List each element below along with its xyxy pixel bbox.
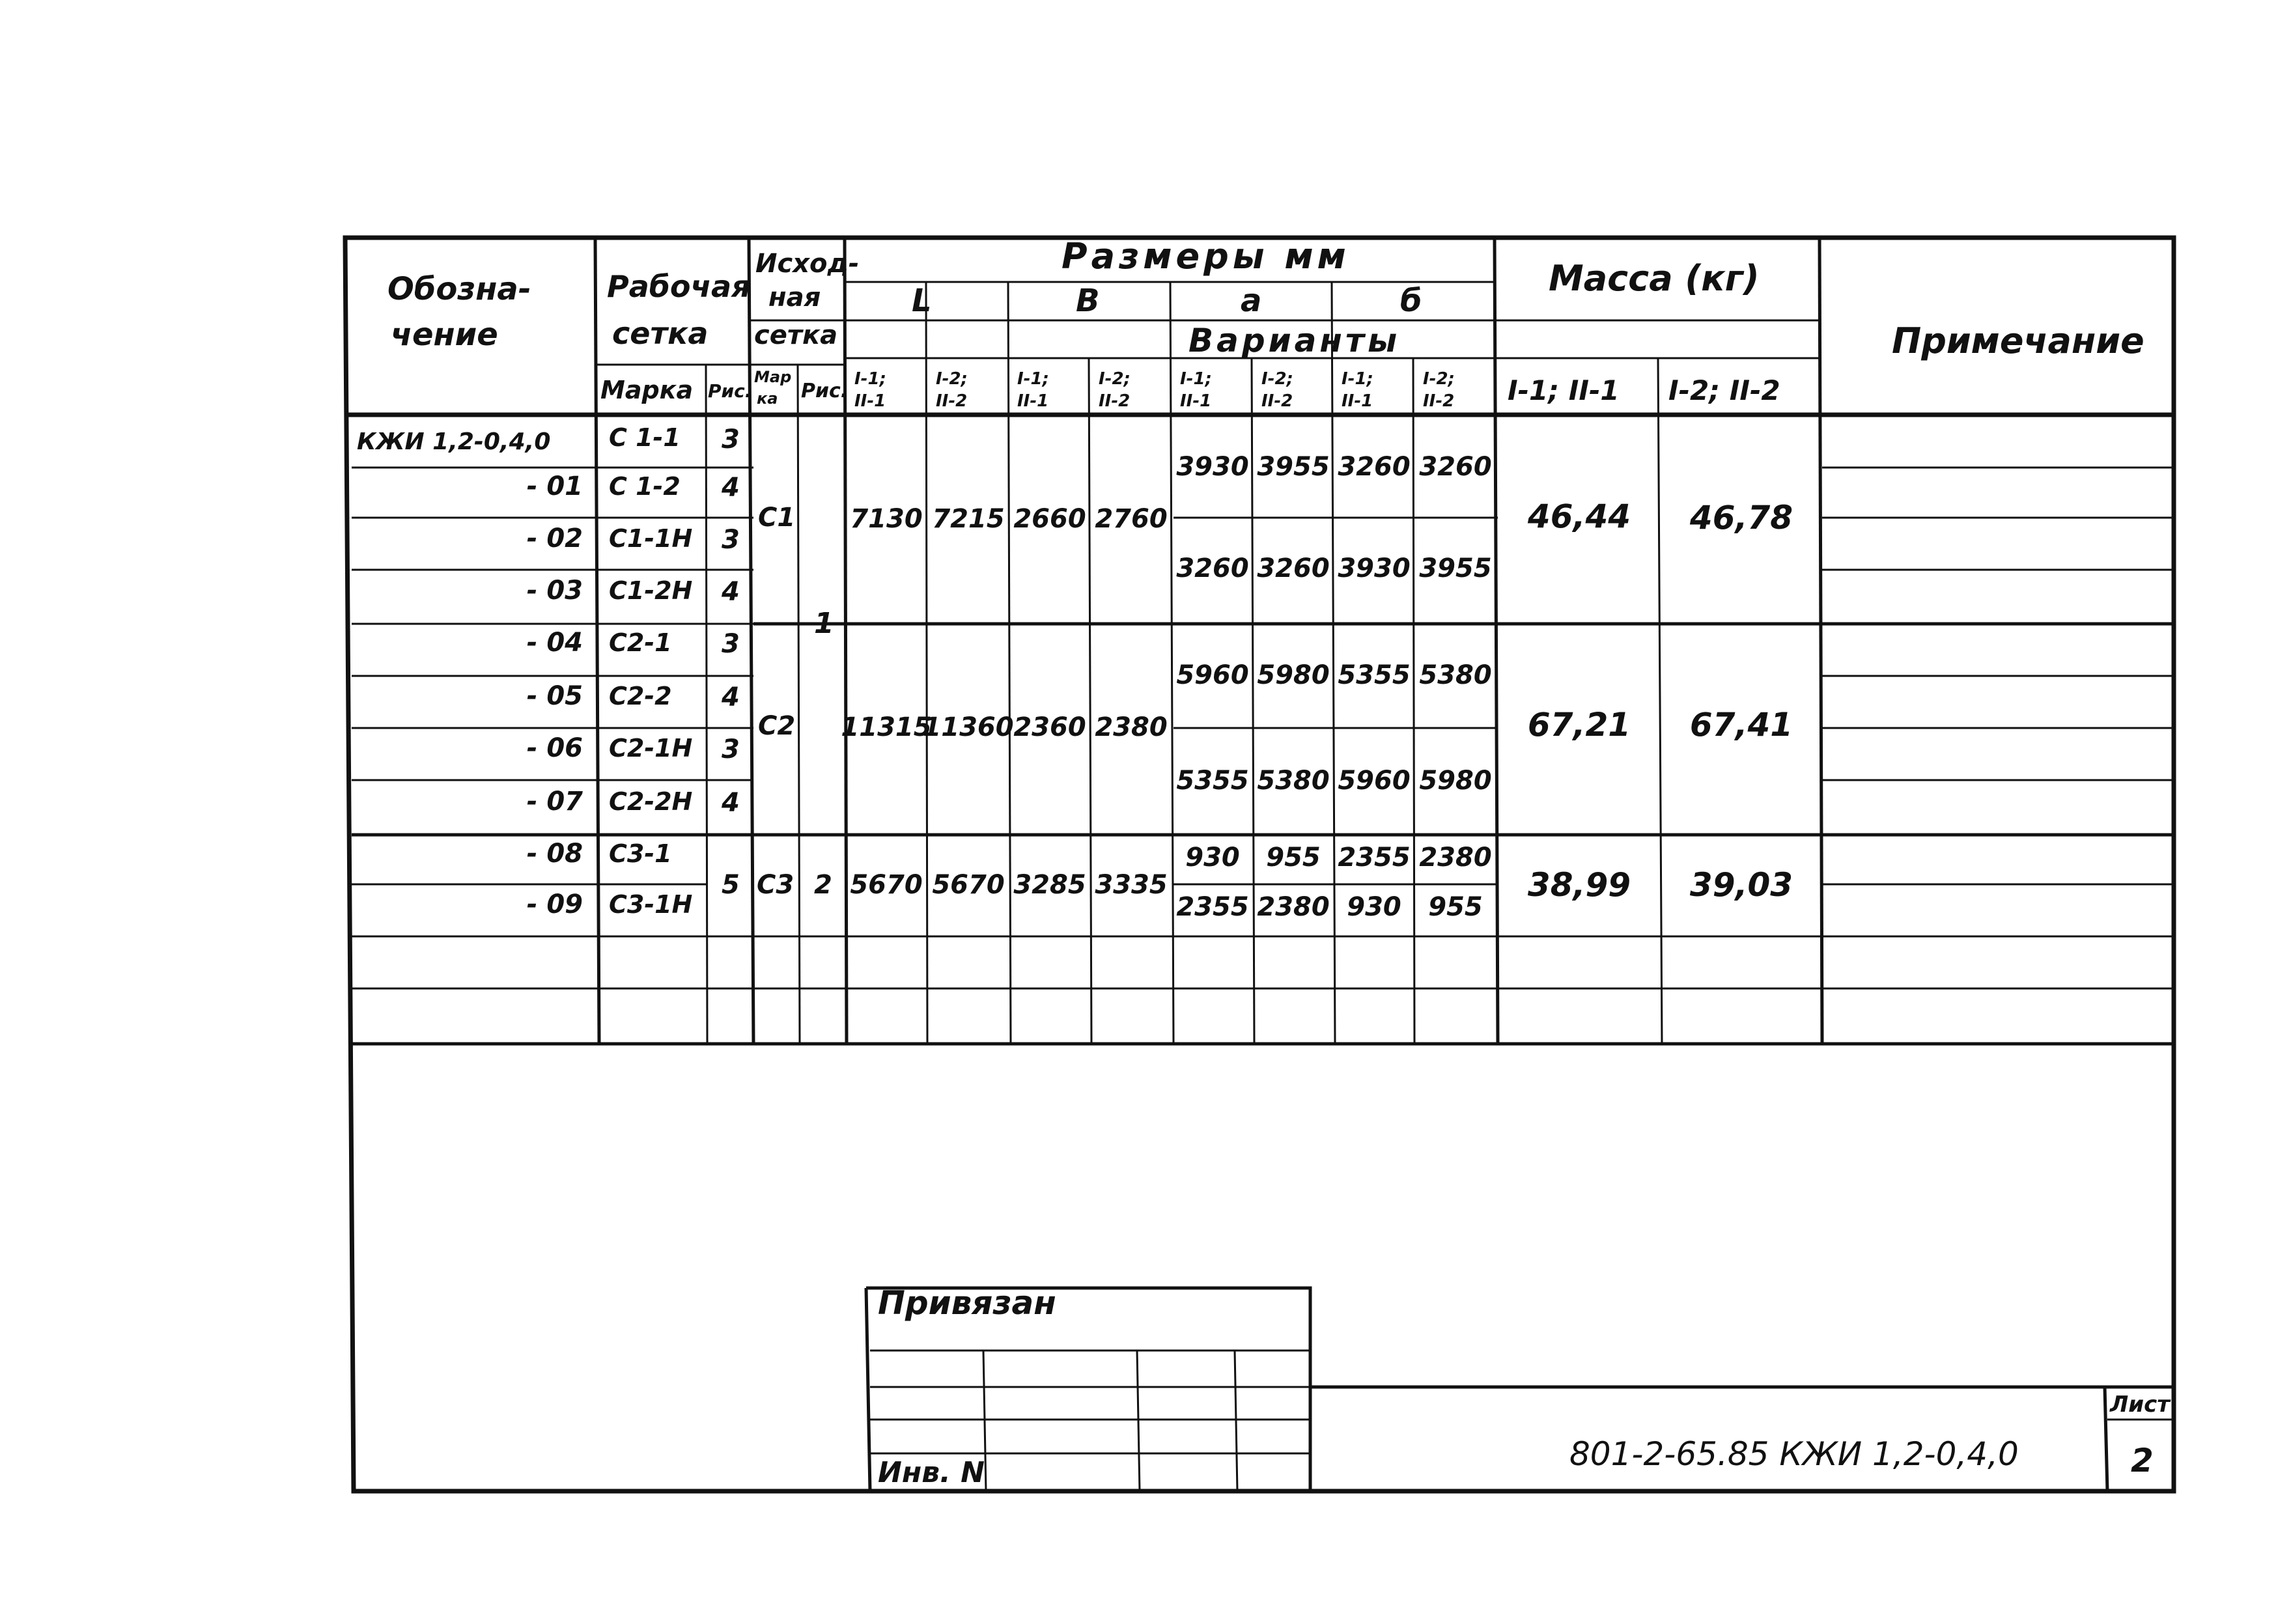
g1-ab-bottom-1: 3260 [1257,553,1330,583]
g2-ab-bottom-3: 5980 [1419,766,1492,796]
iskh-marka-c1: С1 [758,503,796,533]
g3-mass-v2: 39,03 [1689,866,1793,904]
header-dim-B: B [1076,283,1100,319]
stamp-list-no: 2 [2131,1442,2154,1479]
g1-B-v1: 2660 [1013,504,1086,534]
row-ris-3: 4 [722,577,740,607]
g2-B-v2: 2380 [1095,712,1168,742]
header-iskh-ris: Рис. [801,380,849,402]
g1-ab-bottom-2: 3930 [1338,553,1411,583]
g3-ab-bottom-0: 2355 [1176,892,1249,922]
g1-ab-top-0: 3930 [1176,452,1249,482]
header-variant-b2-b: II-2 [1099,391,1131,411]
g3-ab-top-2: 2355 [1338,843,1411,873]
row-ris-6: 3 [722,735,740,764]
header-mass-variant-2: I-2; II-2 [1668,374,1780,406]
row-marka-1: С 1-2 [609,472,681,501]
g3-mass-v1: 38,99 [1527,866,1631,904]
header-mass-variant-1: I-1; II-1 [1508,374,1620,406]
row-oboz-7: - 07 [526,787,583,817]
g1-L-v2: 7215 [932,504,1005,534]
row-oboz-8: - 08 [526,839,583,869]
g1-mass-v1: 46,44 [1527,497,1631,535]
row-ris-7: 4 [722,788,740,818]
header-variant-d2-a: I-2; [1423,369,1455,389]
g2-ab-bottom-2: 5960 [1338,766,1411,796]
g3-ab-top-0: 930 [1185,843,1240,873]
header-variant-b1-b: II-1 [1017,391,1049,411]
row-oboz-6: - 06 [526,733,583,763]
header-rabochaya-2: сетка [612,316,709,351]
row-marka-2: С1-1Н [609,524,693,553]
row-oboz-2: - 02 [526,524,583,553]
header-variant-d2-b: II-2 [1423,391,1455,411]
header-variant-a2-a: I-2; [1261,369,1293,389]
row-marka-0: С 1-1 [609,423,681,452]
header-variant-d1-b: II-1 [1342,391,1373,411]
row-oboz-9: - 09 [526,889,583,919]
g2-ab-top-0: 5960 [1176,660,1249,690]
g3-ab-top-3: 2380 [1419,843,1492,873]
row-ris-c3: 5 [722,870,740,900]
header-iskh-marka-2: ка [757,389,778,408]
row-marka-5: С2-2 [609,682,672,710]
g1-ab-bottom-0: 3260 [1176,553,1249,583]
stamp-inv: Инв. N [878,1456,985,1489]
header-dim-b: б [1400,283,1422,319]
g2-B-v1: 2360 [1013,712,1086,742]
header-variant-a1-a: I-1; [1180,369,1212,389]
g2-ab-bottom-0: 5355 [1176,766,1249,796]
header-variant-d1-a: I-1; [1342,369,1373,389]
g2-ab-top-2: 5355 [1338,660,1411,690]
row-marka-9: С3-1Н [609,890,693,919]
g2-mass-v1: 67,21 [1527,706,1631,744]
g1-ab-bottom-3: 3955 [1419,553,1492,583]
row-marka-6: С2-1Н [609,734,693,763]
header-oboznachenie-1: Обозна- [387,271,531,307]
row-marka-3: С1-2Н [609,576,693,605]
row-oboz-0: КЖИ 1,2-0,4,0 [357,428,551,455]
g3-ab-bottom-2: 930 [1347,892,1401,922]
iskh-marka-c2: С2 [758,711,796,741]
iskh-ris-c1c2: 1 [814,607,834,640]
g2-ab-top-1: 5980 [1257,660,1330,690]
table-body-dimensions [841,452,1491,922]
g1-ab-top-3: 3260 [1419,452,1492,482]
header-variant-b1-a: I-1; [1017,369,1049,389]
g1-ab-top-2: 3260 [1338,452,1411,482]
table-header [387,236,2144,411]
row-marka-7: С2-2Н [609,787,693,816]
header-massa: Масса (кг) [1549,258,1760,299]
row-marka-8: С3-1 [609,839,672,868]
row-ris-0: 3 [722,425,740,455]
header-razmery: Размеры мм [1061,236,1350,277]
g2-ab-top-3: 5380 [1419,660,1492,690]
g1-L-v1: 7130 [850,504,923,534]
iskh-marka-c3: С3 [757,870,794,900]
header-rabochaya-1: Рабочая [607,269,751,304]
row-oboz-4: - 04 [526,628,583,658]
stamp-list-label: Лист [2110,1392,2170,1418]
header-oboznachenie-2: чение [391,316,498,353]
header-varianty: Варианты [1188,322,1401,359]
stamp-privyazan: Привязан [878,1284,1056,1322]
header-variant-l1-b: II-1 [854,391,886,411]
g2-L-v1: 11315 [841,712,932,742]
row-marka-4: С2-1 [609,628,672,657]
row-ris-2: 3 [722,525,740,555]
row-ris-4: 3 [722,629,740,659]
header-iskhodnaya-3: сетка [754,320,838,350]
g3-L-v1: 5670 [850,870,923,900]
header-dim-a: а [1241,283,1262,319]
header-primechanie: Примечание [1892,320,2144,361]
header-iskhodnaya-2: ная [768,283,821,313]
row-ris-1: 4 [722,473,740,503]
g1-ab-top-1: 3955 [1257,452,1330,482]
header-ris: Рис. [708,380,752,402]
g3-ab-bottom-1: 2380 [1257,892,1330,922]
row-oboz-3: - 03 [526,576,583,606]
header-iskh-marka-1: Мар [754,368,792,386]
g3-ab-bottom-3: 955 [1428,892,1483,922]
header-variant-l2-a: I-2; [936,369,968,389]
header-iskhodnaya-1: Исход- [755,249,860,279]
header-dim-L: L [912,283,932,319]
g2-mass-v2: 67,41 [1689,706,1793,744]
g3-B-v2: 3335 [1095,870,1168,900]
header-variant-a1-b: II-1 [1180,391,1212,411]
stamp-code: 801-2-65.85 КЖИ 1,2-0,4,0 [1569,1435,2019,1473]
g1-mass-v2: 46,78 [1689,499,1793,537]
header-variant-a2-b: II-2 [1261,391,1293,411]
row-oboz-5: - 05 [526,681,583,711]
row-ris-5: 4 [722,682,740,712]
g3-ab-top-1: 955 [1266,843,1321,873]
g3-L-v2: 5670 [932,870,1005,900]
g3-B-v1: 3285 [1013,870,1086,900]
iskh-ris-c3: 2 [814,870,832,900]
row-oboz-1: - 01 [526,471,583,501]
g2-L-v2: 11360 [923,712,1014,742]
header-variant-l1-a: I-1; [854,369,886,389]
g1-B-v2: 2760 [1095,504,1168,534]
g2-ab-bottom-1: 5380 [1257,766,1330,796]
header-marka: Марка [600,376,694,404]
header-variant-b2-a: I-2; [1099,369,1131,389]
header-variant-l2-b: II-2 [936,391,968,411]
